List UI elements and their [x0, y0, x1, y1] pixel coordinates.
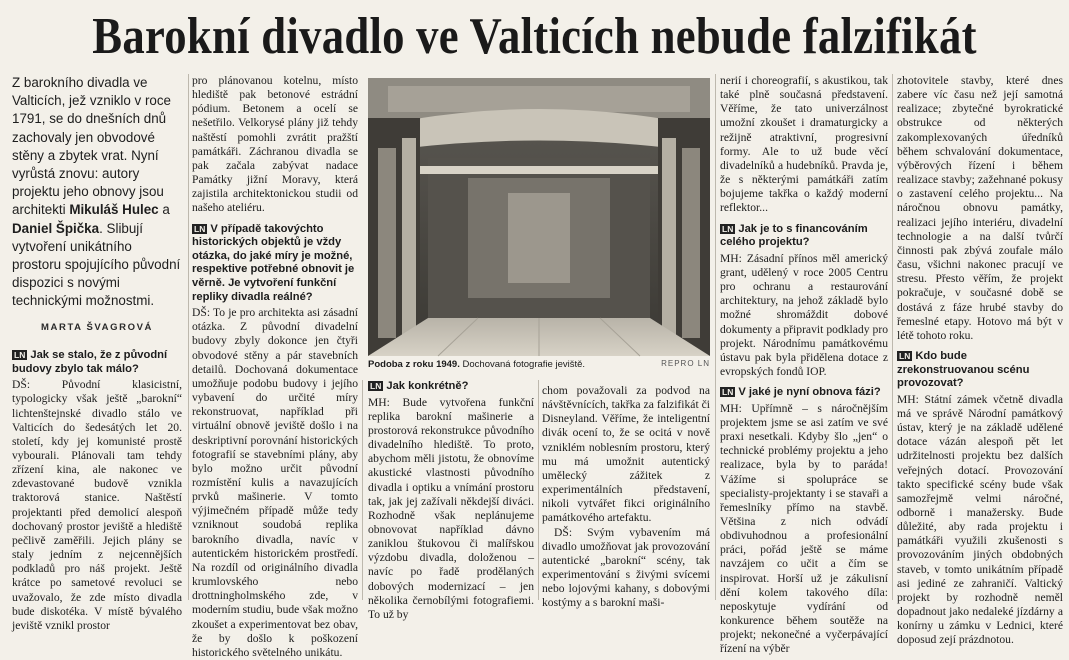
column-rule	[362, 380, 363, 600]
answer-paragraph: MH: Upřímně – s náročnějším projektem jsme se asi zatím ve své praxi nesetkali. Kdyby šlo „jen“ o technické problémy projektu a jeho realizace, byla by to paráda! Vážíme si spolupráce se specialisty-projektanty i se stavaři a řemeslníky přímo na stavbě. Většina z nich odvádí obdivuhodnou a profesionální práci, pořád ještě se máme navzájem co učit a čím se inspirovat. Horší už je zákulisní dění kolem takového díla: neposkytuje vydírání od konkurence během soutěže na projekt; nekonečné a vyčerpávající řízení na výběr	[720, 401, 888, 656]
column-3	[368, 380, 534, 621]
author-byline: MARTA ŠVAGROVÁ	[41, 322, 153, 333]
column-rule	[188, 74, 189, 600]
answer-paragraph: MH: Zásadní přínos měl americký grant, udělený v roce 2005 Centru pro ochranu a restaurování architektury, na jehož základě bylo možné shromáždit dobové dokumenty a připravit podklady pro projekt. Národnímu památkovému ústavu pak byla přidělena dotace z evropských fondů IOP.	[720, 251, 888, 378]
ln-badge: LN	[14, 350, 26, 360]
photo-caption	[368, 359, 710, 370]
ln-badge: LN	[194, 223, 206, 234]
answer-paragraph: DŠ: Původní klasicistní, typologicky však ještě „barokní“ lichtenštejnské divadlo stálo ve Valticích do šedesátých let 20. století, kdy jej komunisté prostě vybourali. Plánovali tam tehdy zřízení kina, ale nakonec ve zdevastované budově vznikla traktorová stanice. Naštěstí projektanti před demolicí alespoň dochovaný prostor jeviště a hlediště pečlivě zaměřili. Jejich plány se staly jedním z nejcennějších podkladů pro náš projekt. Ještě krátce po sametové revoluci se uvažovalo, že zde místo divadla bude diskotéka. V místě bývalého jeviště vznikl prostor	[12, 378, 182, 632]
perex-text: a	[158, 202, 170, 218]
caption-text: Dochovaná fotografie jeviště.	[459, 359, 586, 370]
column-6	[897, 74, 1063, 647]
interview-question: LN Kdo bude zrekonstruovanou scénu provozovat?	[897, 349, 1030, 390]
caption-title: Podoba z roku 1949.	[368, 359, 460, 370]
perex	[12, 74, 182, 314]
ln-badge: LN	[899, 350, 911, 361]
stage-photo	[368, 78, 710, 356]
interview-question: LN Jak konkrétně?	[370, 380, 469, 392]
body-paragraph: zhotovitele stavby, které dnes zabere víc času než její samotná realizace; zbytečné byrokratické obstrukce od některých zakomplexovaných úředníků během schvalování dokumentace, výběrových řízení i během realizace stavby; zažehnané pokusy o zastavení celého projektu... Na náročnou obnovu památky, realizaci jejího interiéru, divadelní technologie a na další tvůrčí činnosti pak zbývá zoufale málo času, všichni nakonec pracují ve stresu. Přesto věřím, že projekt pokračuje, v současné době se dostává z fáze hrubé stavby do řemeslné etapy. Hotovo má být v létě tohoto roku.	[897, 74, 1063, 342]
column-rule	[538, 380, 539, 600]
ln-badge: LN	[722, 387, 734, 398]
column-4	[542, 384, 710, 610]
answer-paragraph: MH: Státní zámek včetně divadla má ve správě Národní památkový ústav, který je na základě udělené dotace vázán alespoň pět let udržitelnosti projektu bez dalších veřejných dotací. Provozování takto specifické scény bude však samozřejmě velmi náročné, odborně i manažersky. Bude důležité, aby rada projektu i památkáři využili zkušenosti s provozováním jiných obdobných staveb, v tomto unikátním případě asi jediné ze zahraničí. Valtický projekt by rozhodně neměl dopadnout jako nedaleké jízdárny a konírny u zámku v Lednici, které doposud zejí prázdnotou.	[897, 392, 1063, 647]
answer-paragraph: DŠ: To je pro architekta asi zásadní otázka. Z původní divadelní budovy zbyly dokonce jen čtyři obvodové stěny a pár stavebních detailů. Dochovaná dokumentace umožňuje podobu budovy i jejího vybavení do určité míry rekonstruovat, například při virtuální obnově jeviště došlo i na deskriptivní porovnání historických fotografií se stavebními plány, aby bylo možno určit původní rozmístění kulis a navazujících prvků mašinerie. V tomto výjimečném případě může tedy vzniknout soudobá replika barokního divadla, navíc v autentickém historickém prostředí. Na rozdíl od originálního divadla krumlovského nebo drottningholmského zde, v moderním studiu, bude však možno zkoušet a experimentovat bez obav, že by došlo k poškození historického světelného unikátu.	[192, 306, 358, 659]
column-rule	[892, 74, 893, 600]
perex-text: Z barokního divadla ve Valticích, jež vzniklo v roce 1791, se do dnešních dnů zachovaly jen obvodové stěny a zbytek vrat. Nyní vyrůstá znovu: autory projektu jeho obnovy jsou architekti	[12, 75, 172, 218]
body-paragraph: chom považovali za podvod na návštěvnících, takřka za falzifikát či Disneyland. Věříme, že inteligentní divák ocení to, že se ocitá v nově vzniklém noblesním prostoru, který mu má umožnit autentický umělecký zážitek z experimentálních představení, nikoli vytvářet fikci originálního památkového artefaktu.	[542, 384, 710, 525]
column-1	[12, 342, 182, 632]
answer-paragraph: MH: Bude vytvořena funkční replika barokní mašinerie a prostorová rekonstrukce původního divadelního hlediště. To proto, abychom měli jistotu, že obnovíme akustické vlastnosti původního divadla i optiku a vnímání prostoru tak, jak jej zažívali někdejší diváci. Rozhodně však neplánujeme obnovovat například dávno zaniklou štukovou či malířskou výzdobu divadla, doloženou – navíc po řadě prodělaných dobových modernizací – jen několika černobílými fotografiemi. To už by	[368, 395, 534, 621]
ln-badge: LN	[722, 223, 734, 234]
column-2	[192, 74, 358, 659]
interview-question: LN Jak je to s financováním celého projektu?	[720, 222, 868, 249]
headline: Barokní divadlo ve Valticích nebude falzifikát	[92, 8, 977, 65]
interview-question: LN V případě takovýchto historických objektů je vždy otázka, do jaké míry je možné, respektive potřebné obnovit je věrně. Je vytvoření funkční repliky divadla reálné?	[192, 222, 355, 303]
column-5	[720, 74, 888, 656]
body-paragraph: nerií i choreografií, s akustikou, tak také plně současná představení. Věříme, že tato univerzálnost umožní zkoušet i dramaturgicky a režijně atraktivní, progresivní formy. Ale to už bude věcí divadelníků a hudebníků. Pravda je, že s některými památkáři zatím bojujeme takřka o každý moderní reflektor...	[720, 74, 888, 215]
ln-badge: LN	[370, 381, 382, 391]
architect-name: Mikuláš Hulec	[69, 202, 159, 218]
column-rule	[715, 74, 716, 600]
architect-name: Daniel Špička	[12, 220, 100, 236]
interview-question: LN V jaké je nyní obnova fázi?	[722, 386, 881, 399]
answer-paragraph: DŠ: Svým vybavením má divadlo umožňovat jak provozování autentické „barokní“ scény, tak experimentování s živými svícemi nebo lojovými kahany, s dobovými kostýmy a s barokní maši-	[542, 525, 710, 610]
interview-question: LN Jak se stalo, že z původní budovy zbylo tak málo?	[12, 349, 168, 375]
photo-credit: REPRO LN	[661, 359, 710, 368]
body-paragraph: pro plánovanou kotelnu, místo hlediště pak betonové estrádní pódium. Betonem a ocelí se nešetřilo. Velkorysé plány již tehdy naštěstí pomohli zvrátit pražští památkáři. Záchranou divadla se pak začala zabývat nadace Památky jižní Moravy, která zajistila architektonickou studii od našeho ateliéru.	[192, 74, 358, 215]
perex-text: . Slibují vytvoření unikátního prostoru spojujícího původní dispozici s novými technickými možnostmi.	[12, 220, 181, 309]
